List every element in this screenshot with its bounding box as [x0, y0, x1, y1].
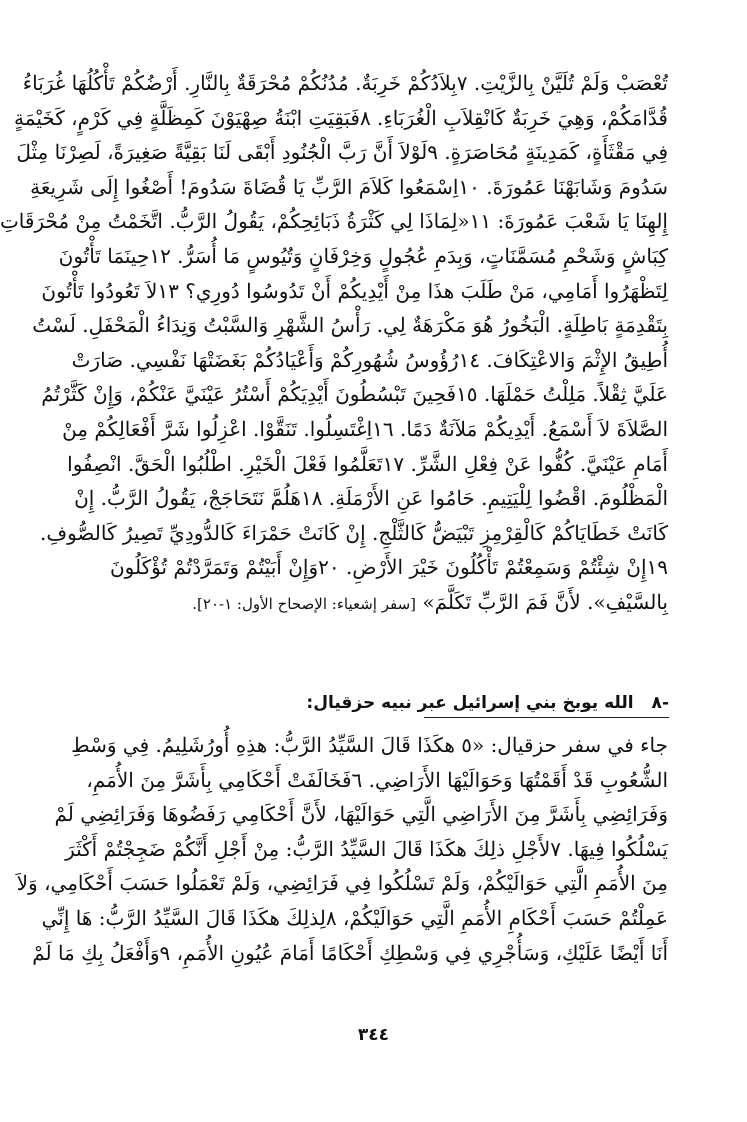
page-number: ٣٤٤	[357, 1025, 390, 1045]
text-line: سَدُومَ وَشَابَهْنَا عَمُورَةَ. ١٠اِسْمَعُوا كَلاَمَ الرَّبِّ يَا قُضَاةَ سَدُومَ! أَصْغُوا إِلَى شَرِيعَةِ	[30, 174, 668, 199]
text-line-final	[66, 585, 668, 622]
text-line: الصَّلاَةَ لاَ أَسْمَعُ. أَيْدِيكُمْ مَلآنَةٌ دَمًا. ١٦اِغْتَسِلُوا. تَنَقَّوْا. اعْزِلُوا شَرَّ أَفْعَالِكُمْ مِنْ	[62, 416, 668, 441]
text-line: أُطِيقُ الإِثْمَ وَالاعْتِكَافَ. ١٤رُؤُوسُ شُهُورِكُمْ وَأَعْيَادُكُمْ بَغَضَتْهَا نَفْسِي. صَارَتْ	[71, 347, 668, 372]
text-line: قُدَّامَكُمْ، وَهِيَ خَرِبَةٌ كَانْقِلاَبِ الْغُرَبَاءِ. ٨فَبَقِيَتِ ابْنَةُ صِهْيَوْنَ كَمِظَلَّةٍ فِي كَرْمٍ، كَخَيْمَةٍ	[14, 105, 668, 130]
text-line: جاء في سفر حزقيال: «٥ هكَذَا قَالَ السَّيِّدُ الرَّبُّ: هذِهِ أُورُشَلِيمُ. فِي وَسْطِ	[71, 733, 668, 757]
text-line: الْمَظْلُومَ. اقْضُوا لِلْيَتِيمِ. حَامُوا عَنِ الأَرْمَلَةِ. ١٨هَلُمَّ نَتَحَاجَجْ، يَقُولُ الرَّبُّ. إِنْ	[74, 486, 668, 511]
text-line: مِنَ الأُمَمِ الَّتِي حَوَالَيْكُمْ، وَلَمْ تَسْلُكُوا فِي فَرَائِضِي، وَلَمْ تَعْمَلُوا حَسَبَ أَحْكَامِي، وَلاَ	[16, 871, 668, 896]
text-line: بِتَقْدِمَةٍ بَاطِلَةٍ. الْبَخُورُ هُوَ مَكْرَهَةٌ لِي. رَأْسُ الشَّهْرِ وَالسَّبْتُ وَنِدَاءُ الْمَحْفَلِ. لَسْتُ	[32, 313, 668, 338]
text-line: يَسْلُكُوا فِيهَا. ٧لأَجْلِ ذلِكَ هكَذَا قَالَ السَّيِّدُ الرَّبُّ: مِنْ أَجْلِ أَنَّكُمْ ضَجِجْتُمْ أَكْثَرَ	[65, 836, 668, 861]
section-heading	[69, 690, 669, 716]
text-line: لِتَظْهَرُوا أَمَامِي، مَنْ طَلَبَ هذَا مِنْ أَيْدِيكُمْ أَنْ تَدُوسُوا دُورِي؟ ١٣لاَ تَعُودُوا تَأْتُونَ	[41, 278, 668, 303]
heading-underline	[424, 717, 669, 718]
text-line: الشُّعُوبِ قَدْ أَقَمْتُهَا وَحَوَالَيْهَا الأَرَاضِي. ٦فَخَالَفَتْ أَحْكَامِي بِأَشَرَّ مِنَ الأُمَمِ،	[86, 767, 668, 792]
text-line: عَمِلْتُمْ حَسَبَ أَحْكَامِ الأُمَمِ الَّتِي حَوَالَيْكُمْ، ٨لِذلِكَ هكَذَا قَالَ السَّيِّدُ الرَّبُّ: هَا إِنِّي	[41, 905, 668, 930]
text-line: إِلهِنَا يَا شَعْبَ عَمُورَةَ: ١١«لِمَاذَا لِي كَثْرَةُ ذَبَائِحِكُمْ، يَقُولُ الرَّبُّ. اتَّخَمْتُ مِنْ مُحْرَقَاتِ	[0, 209, 668, 234]
ezekiel-quote	[16, 728, 668, 970]
source-reference: [سفر إشعياء: الإصحاح الأول: ١-٢٠].	[192, 594, 417, 613]
text-line: كَانَتْ خَطَايَاكُمْ كَالْقِرْمِزِ تَبْيَضُّ كَالثَّلْجِ. إِنْ كَانَتْ حَمْرَاءَ كَالدُّودِيِّ تَصِيرُ كَالصُّوفِ.	[40, 520, 668, 545]
text-line: ١٩إِنْ شِئْتُمْ وَسَمِعْتُمْ تَأْكُلُونَ خَيْرَ الأَرْضِ. ٢٠وَإِنْ أَبَيْتُمْ وَتَمَرَّدْتُمْ تُؤْكَلُونَ	[109, 555, 668, 580]
section-title: الله يوبخ بني إسرائيل عبر نبيه حزقيال:	[306, 693, 634, 713]
text-line: أَنَا أَيْضًا عَلَيْكِ، وَسَأُجْرِي فِي وَسْطِكِ أَحْكَامًا أَمَامَ عُيُونِ الأُمَمِ، ٩وَأَفْعَلُ بِكِ مَا لَمْ	[32, 940, 668, 965]
text-line: عَلَيَّ ثِقْلاً. مَلِلْتُ حَمْلَهَا. ١٥فَحِينَ تَبْسُطُونَ أَيْدِيَكُمْ أَسْتُرُ عَيْنَيَّ عَنْكُمْ، وَإِنْ كَثَّرْتُمُ	[41, 382, 668, 407]
text-line: أَمَامِ عَيْنَيَّ. كُفُّوا عَنْ فِعْلِ الشَّرِّ. ١٧تَعَلَّمُوا فَعْلَ الْخَيْرِ. اطْلُبُوا الْحَقَّ. انْصِفُوا	[67, 451, 668, 476]
isaiah-quote	[0, 66, 668, 622]
section-number: -٨	[651, 693, 669, 713]
verse-text: بِالسَّيْفِ». لأَنَّ فَمَ الرَّبِّ تَكَلَّمَ»	[422, 589, 668, 614]
text-line: كِبَاشٍ وَشَحْمِ مُسَمَّنَاتٍ، وَبِدَمِ عُجُولٍ وَخِرْفَانٍ وَتُيُوسٍ مَا أُسَرُّ. ١٢حِينَمَا تَأْتُونَ	[58, 243, 668, 268]
text-line: تُعْصَبْ وَلَمْ تُلَيَّنْ بِالزَّيْتِ. ٧بِلاَدُكُمْ خَرِبَةٌ. مُدُنُكُمْ مُحْرَقَةٌ بِالنَّارِ. أَرْضُكُمْ تَأْكُلُهَا غُرَبَاءُ	[22, 71, 668, 95]
text-line: فِي مَقْثَأَةٍ، كَمَدِينَةٍ مُحَاصَرَةٍ. ٩لَوْلاَ أَنَّ رَبَّ الْجُنُودِ أَبْقَى لَنَا بَقِيَّةً صَغِيرَةً، لَصِرْنَا مِثْلَ	[16, 140, 668, 165]
text-line: وَفَرَائِضِي بِأَشَرَّ مِنَ الأَرَاضِي الَّتِي حَوَالَيْهَا، لأَنَّ أَحْكَامِي رَفَضُوهَا وَفَرَائِضِي لَمْ	[54, 802, 668, 827]
